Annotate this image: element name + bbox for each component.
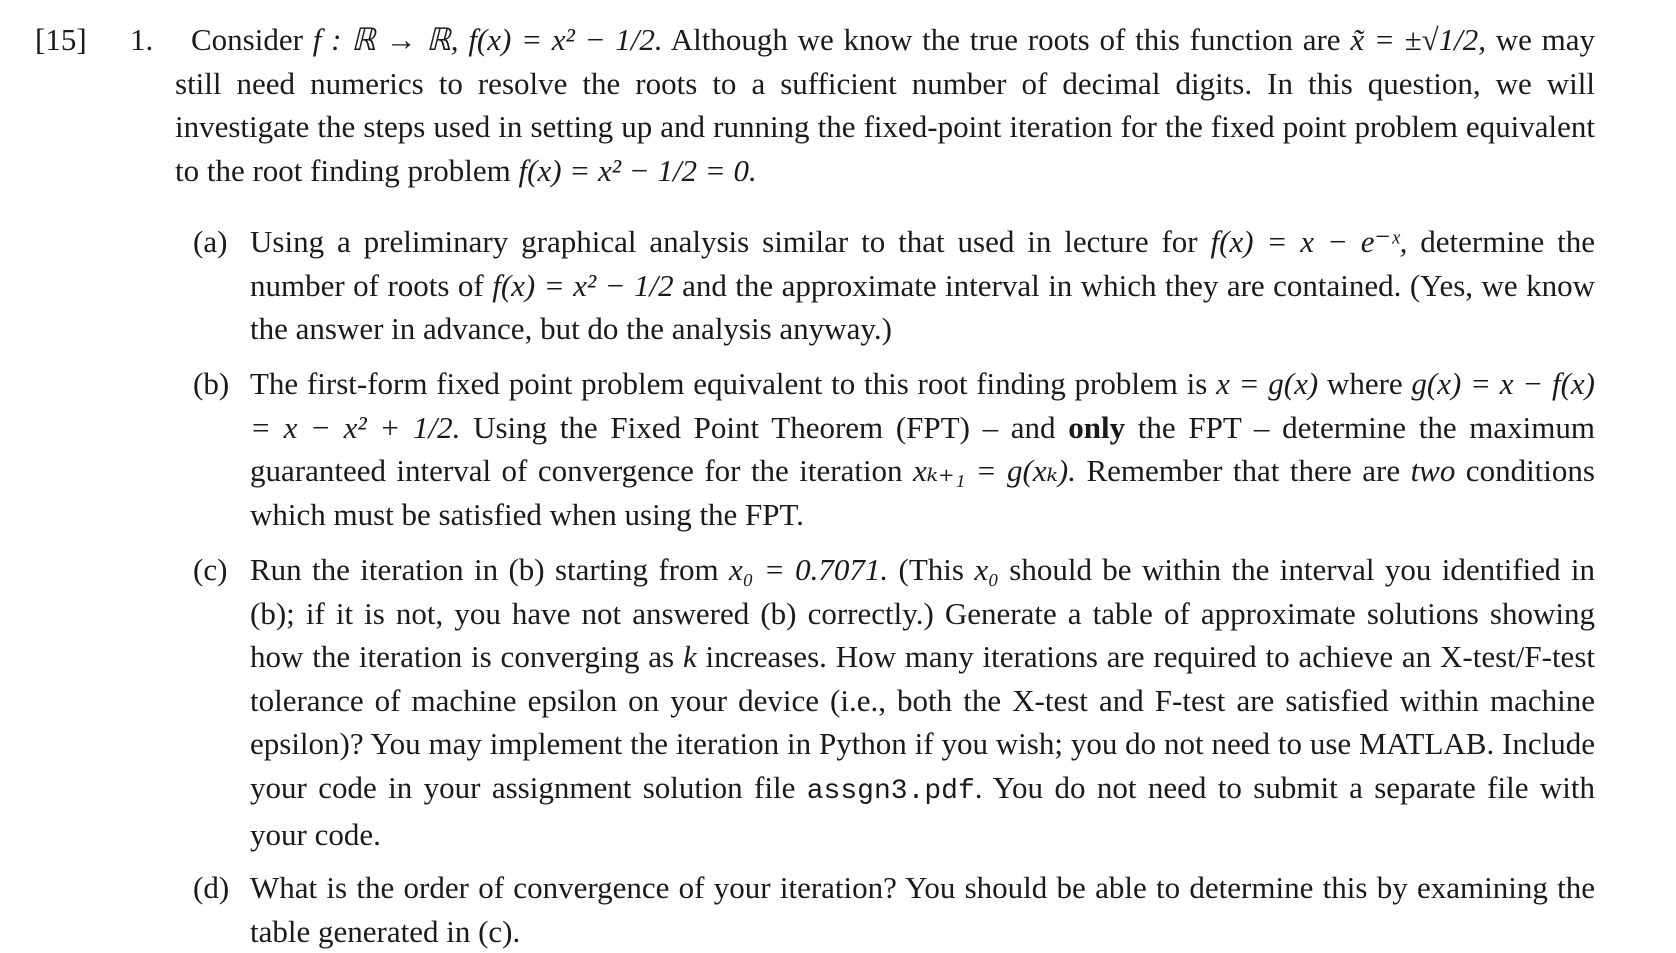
part-c-eq-3: k bbox=[682, 639, 697, 674]
part-b-text-4: the FPT – determine the maximum guaranteed interval of convergence for the iteration bbox=[250, 409, 1595, 488]
intro-text-3: we may still need numerics to resolve the roots to a sufficient number of decimal digits. In this question, we will investigate the steps used in setting up and running the fixed-point iteration for the fixed point problem equivalent to the root finding problem bbox=[175, 22, 1596, 188]
part-b-text-3: Using the Fixed Point Theorem (FPT) – and bbox=[460, 409, 1069, 445]
part-c-body bbox=[250, 548, 1595, 857]
part-b-text-6: conditions which must be satisfied when using the FPT. bbox=[250, 453, 1595, 532]
part-a-body bbox=[250, 220, 1595, 351]
part-a-eq-1: f(x) = x − e⁻ˣ, bbox=[1210, 224, 1408, 259]
part-c-text-5: . You do not need to submit a separate file with your code. bbox=[250, 769, 1595, 852]
part-d-text-1: What is the order of convergence of your iteration? You should be able to determine this by examining the table generated in (c). bbox=[250, 870, 1595, 949]
part-b-emphasis-two: two bbox=[1410, 453, 1456, 488]
part-a-label: (a) bbox=[193, 224, 228, 259]
part-b-eq-2: g(x) = x − f(x) = x − x² + 1/2. bbox=[250, 366, 1595, 445]
question-marks: [15] bbox=[35, 22, 87, 57]
part-b-bold-only: only bbox=[1068, 409, 1126, 445]
part-c-text-1: Run the iteration in (b) starting from bbox=[250, 552, 729, 587]
part-b-eq-1: x = g(x) bbox=[1216, 366, 1319, 401]
intro-text-2: Although we know the true roots of this function are bbox=[662, 22, 1351, 57]
part-c-text-3: should be within the interval you identified in (b); if it is not, you have not answered (b) correctly.) Generate a table of approximate solutions showing how the iteration is converging as bbox=[250, 552, 1595, 674]
part-c-eq-1: x₀ = 0.7071. bbox=[728, 552, 889, 587]
intro-function-map: f : ℝ → ℝ, f(x) = x² − 1/2. bbox=[312, 22, 663, 57]
question-intro bbox=[175, 18, 1595, 192]
part-d-body bbox=[250, 866, 1595, 953]
part-b-text-5: Remember that there are bbox=[1076, 453, 1411, 488]
part-c-text-2: (This bbox=[888, 552, 975, 587]
part-b-text-1: The first-form fixed point problem equivalent to this root finding problem is bbox=[250, 366, 1217, 401]
part-c-label: (c) bbox=[193, 552, 228, 587]
part-b-label: (b) bbox=[193, 366, 230, 401]
intro-roots: x̃ = ±√1/2, bbox=[1350, 22, 1486, 57]
part-b-text-2: where bbox=[1318, 366, 1412, 401]
part-a-text-2: determine the number of roots of bbox=[250, 224, 1596, 303]
part-b-body bbox=[250, 362, 1595, 536]
part-b-eq-3: xₖ₊₁ = g(xₖ). bbox=[913, 453, 1077, 488]
part-d-label: (d) bbox=[193, 870, 230, 905]
intro-text-1: Consider bbox=[191, 22, 313, 57]
part-c-text-4: increases. How many iterations are required to achieve an X-test/F-test tolerance of machine epsilon on your device (i.e., both the X-test and F-test are satisfied within machine epsilon)? You may implement the iteration in Python if you wish; you do not need to use MATLAB. Include your code in your assignment solution file bbox=[250, 639, 1595, 805]
part-a-text-1: Using a preliminary graphical analysis similar to that used in lecture for bbox=[250, 224, 1211, 259]
question-number: 1. bbox=[130, 22, 154, 57]
part-a-eq-2: f(x) = x² − 1/2 bbox=[492, 267, 674, 303]
part-c-eq-2: x₀ bbox=[974, 552, 999, 587]
part-a-text-3: and the approximate interval in which they are contained. (Yes, we know the answer in advance, but do the analysis anyway.) bbox=[250, 267, 1596, 346]
part-c-filename: assgn3.pdf bbox=[806, 775, 975, 807]
intro-root-equation: f(x) = x² − 1/2 = 0. bbox=[518, 152, 757, 188]
